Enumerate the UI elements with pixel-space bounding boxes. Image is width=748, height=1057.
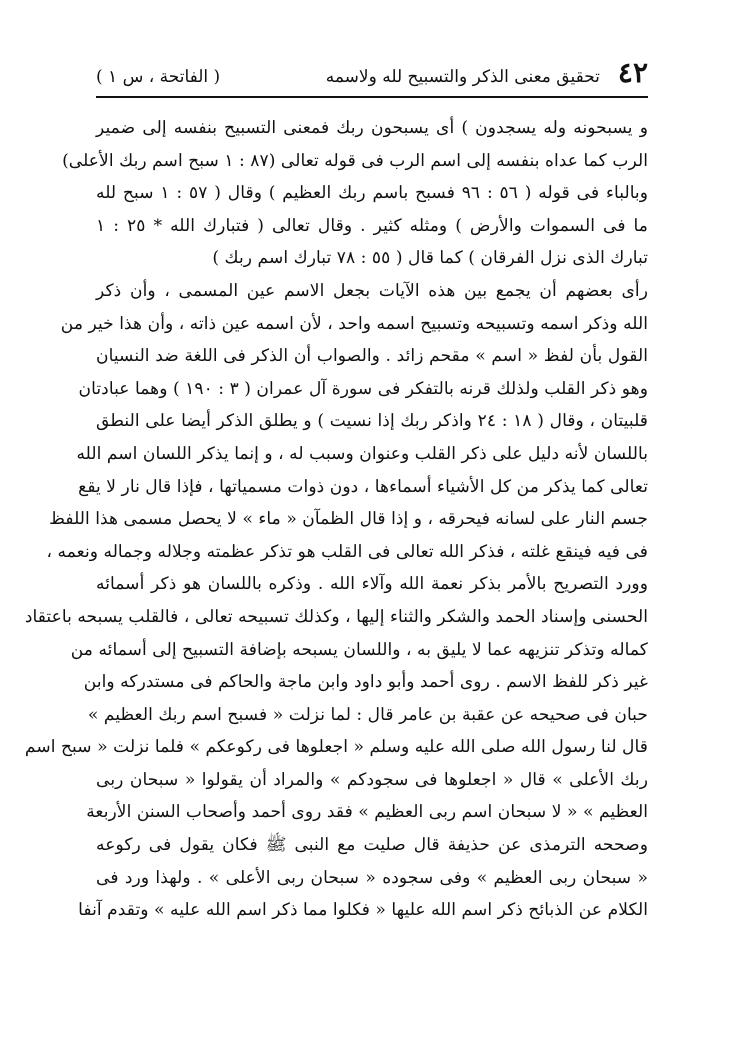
text-line: قال لنا رسول الله صلى الله عليه وسلم « اجعلوها فى ركوعكم » فلما نزلت « سبح اسم [24, 737, 648, 758]
text-line: الرب كما عداه بنفسه إلى اسم الرب فى قوله تعالى (٨٧ : ١ سبح اسم ربك الأعلى) [62, 150, 648, 171]
text-line: الله وذكر اسمه وتسبيحه وتسبيح اسمه واحد ، لأن اسمه عين ذاته ، وأن هذا خير من [60, 313, 648, 334]
text-line: وورد التصريح بالأمر بذكر نعمة الله وآلاء الله . وذكره باللسان هو ذكر أسمائه [96, 574, 648, 595]
text-line: وبالباء فى قوله ( ٥٦ : ٩٦ فسبح باسم ربك العظيم ) وقال ( ٥٧ : ١ سبح لله [96, 183, 649, 204]
text-line: وهو ذكر القلب ولذلك قرنه بالتفكر فى سورة آل عمران ( ٣ : ١٩٠ ) وهما عبادتان [78, 378, 648, 399]
text-line: حبان فى صحيحه عن عقبة بن عامر قال : لما نزلت « فسبح اسم ربك العظيم » [87, 704, 648, 725]
text-line: كماله وتذكر تنزيهه عما لا يليق به ، واللسان يسبحه بإضافة التسبيح إلى أسمائه من [70, 639, 648, 660]
text-line: غير ذكر للفظ الاسم . روى أحمد وأبو داود وابن ماجة والحاكم فى مستدركه وابن [83, 672, 648, 693]
sura-reference: ( الفاتحة ، س ١ ) [96, 67, 221, 87]
page-number: ٤٢ [617, 56, 648, 89]
text-line: و يسبحونه وله يسجدون ) أى يسبحون ربك فمعنى التسبيح بنفسه إلى ضمير [96, 118, 648, 138]
text-line: القول بأن لفظ « اسم » مقحم زائد . والصواب أن الذكر فى اللغة ضد النسيان [96, 346, 648, 367]
text-line: الكلام عن الذبائح ذكر اسم الله عليها « فكلوا مما ذكر اسم الله عليه » وتقدم آنفا [78, 900, 648, 921]
text-line: الحسنى وإسناد الحمد والشكر والثناء إليها ، وكذلك تسبيحه تعالى ، فالقلب يسبحه باعتقاد [24, 606, 648, 627]
text-line: ما فى السموات والأرض ) ومثله كثير . وقال تعالى ( فتبارك الله * ٢٥ : ١ [96, 215, 648, 236]
body-text [24, 112, 649, 927]
text-line: قلبيتان ، وقال ( ١٨ : ٢٤ واذكر ربك إذا نسيت ) و يطلق الذكر أيضا على النطق [96, 411, 649, 432]
text-line: وصححه الترمذى عن حذيفة قال صليت مع النبى ﷺ فكان يقول فى ركوعه [96, 835, 648, 856]
text-line: تبارك الذى نزل الفرقان ) كما قال ( ٥٥ : ٧٨ تبارك اسم ربك ) [212, 248, 648, 269]
page-header [96, 56, 648, 98]
text-line: العظيم » « لا سبحان اسم ربى العظيم » فقد روى أحمد وأصحاب السنن الأربعة [86, 802, 648, 823]
text-line: ربك الأعلى » قال « اجعلوها فى سجودكم » والمراد أن يقولوا « سبحان ربى [96, 769, 648, 790]
running-title: تحقيق معنى الذكر والتسبيح لله ولاسمه [325, 67, 600, 87]
text-line: تعالى كما يذكر من كل الأشياء أسماءها ، دون ذوات مسمياتها ، فإذا قال نار لا يقع [78, 476, 648, 497]
text-line: رأى بعضهم أن يجمع بين هذه الآيات بجعل الاسم عين المسمى ، وأن ذكر [96, 280, 648, 301]
text-line: « سبحان ربى العظيم » وفى سجوده « سبحان ربى الأعلى » . ولهذا ورد فى [96, 867, 648, 888]
text-line: باللسان لأنه دليل على ذكر القلب وعنوان وسبب له ، و إنما يذكر اللسان اسم الله [76, 443, 648, 464]
text-line: جسم النار على لسانه فيحرقه ، و إذا قال الظمآن « ماء » لا يحصل مسمى هذا اللفظ [49, 509, 648, 530]
text-line: فى فيه فينقع غلته ، فذكر الله تعالى فى القلب هو تذكر عظمته وجلاله وجماله ونعمه ، [46, 541, 648, 562]
